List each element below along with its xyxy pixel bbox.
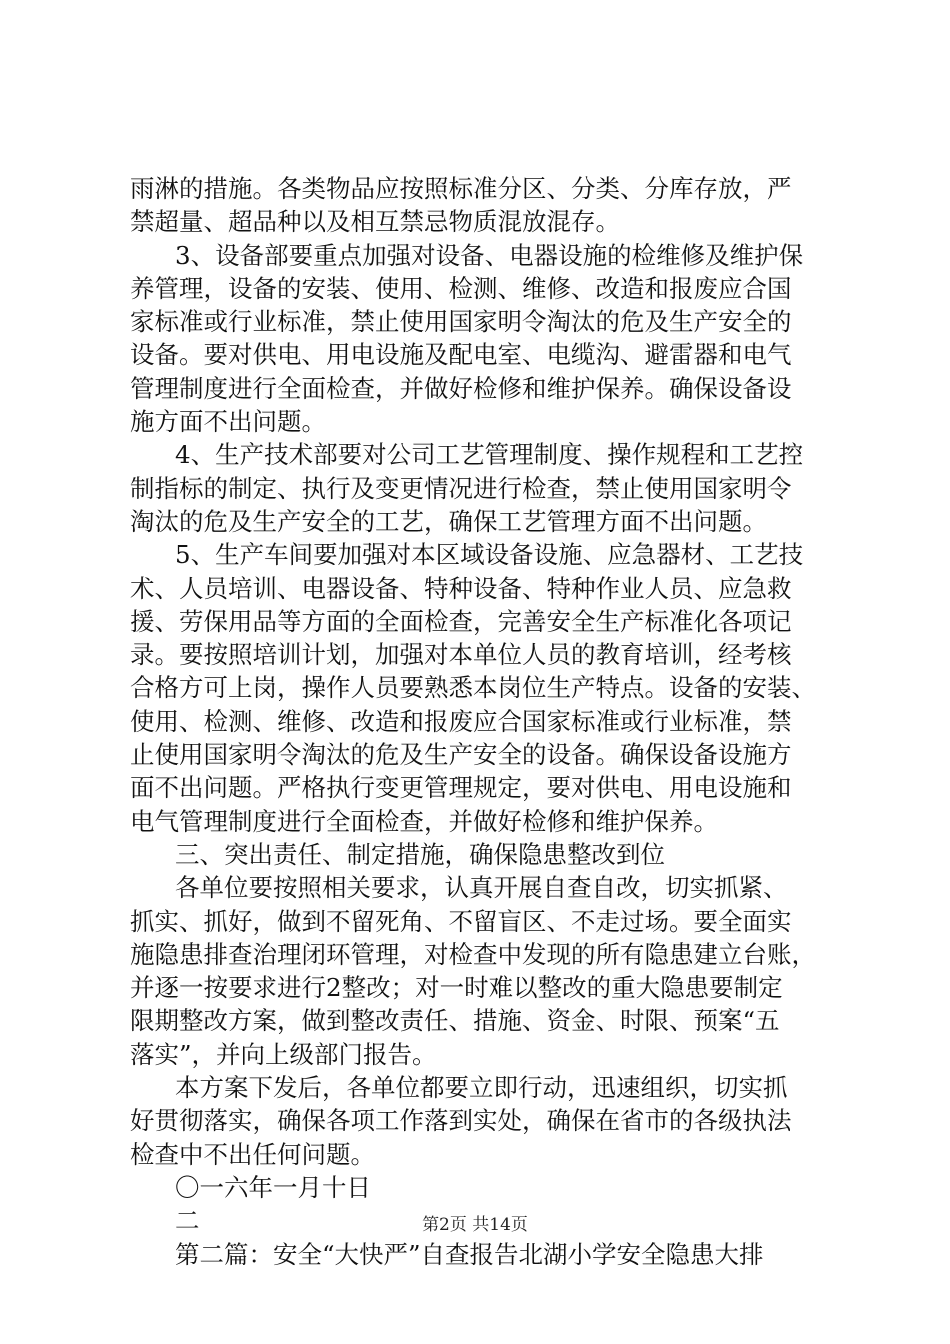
text-line: 4、生产技术部要对公司工艺管理制度、操作规程和工艺控 bbox=[175, 440, 804, 470]
text-line: 设备。要对供电、用电设施及配电室、电缆沟、避雷器和电气 bbox=[130, 340, 792, 370]
text-line: 施方面不出问题。 bbox=[130, 407, 326, 437]
text-line: 使用、检测、维修、改造和报废应合国家标准或行业标准，禁 bbox=[130, 706, 792, 736]
chapter-heading: 第二篇：安全“大快严”自查报告北湖小学安全隐患大排 bbox=[175, 1239, 764, 1269]
text-line: 二 bbox=[175, 1206, 200, 1236]
text-line: 管理制度进行全面检查，并做好检修和维护保养。确保设备设 bbox=[130, 373, 792, 403]
text-line: 3、设备部要重点加强对设备、电器设施的检维修及维护保 bbox=[175, 240, 804, 270]
text-line: 5、生产车间要加强对本区域设备设施、应急器材、工艺技 bbox=[175, 540, 804, 570]
text-line: 禁超量、超品种以及相互禁忌物质混放混存。 bbox=[130, 207, 620, 237]
section-heading: 三、突出责任、制定措施，确保隐患整改到位 bbox=[175, 839, 665, 869]
text-line: 限期整改方案，做到整改责任、措施、资金、时限、预案“五 bbox=[130, 1006, 780, 1036]
text-line: 止使用国家明令淘汰的危及生产安全的设备。确保设备设施方 bbox=[130, 740, 792, 770]
text-line: 术、人员培训、电器设备、特种设备、特种作业人员、应急救 bbox=[130, 573, 792, 603]
date-line: 〇一六年一月十日 bbox=[175, 1172, 371, 1202]
page-number: 第2页 共14页 bbox=[422, 1215, 528, 1235]
text-line: 录。要按照培训计划，加强对本单位人员的教育培训，经考核 bbox=[130, 640, 792, 670]
text-line: 各单位要按照相关要求，认真开展自查自改，切实抓紧、 bbox=[175, 873, 788, 903]
page-footer bbox=[0, 1214, 950, 1236]
text-line: 援、劳保用品等方面的全面检查，完善安全生产标准化各项记 bbox=[130, 606, 792, 636]
text-line: 家标准或行业标准，禁止使用国家明令淘汰的危及生产安全的 bbox=[130, 307, 792, 337]
text-line: 面不出问题。严格执行变更管理规定，要对供电、用电设施和 bbox=[130, 773, 792, 803]
text-line: 检查中不出任何问题。 bbox=[130, 1139, 375, 1169]
text-line: 养管理，设备的安装、使用、检测、维修、改造和报废应合国 bbox=[130, 273, 792, 303]
text-line: 落实”，并向上级部门报告。 bbox=[130, 1039, 437, 1069]
text-line: 雨淋的措施。各类物品应按照标准分区、分类、分库存放，严 bbox=[130, 174, 792, 203]
text-line: 抓实、抓好，做到不留死角、不留盲区、不走过场。要全面实 bbox=[130, 906, 792, 936]
text-line: 制指标的制定、执行及变更情况进行检查，禁止使用国家明令 bbox=[130, 473, 792, 503]
text-line: 合格方可上岗，操作人员要熟悉本岗位生产特点。设备的安装、 bbox=[130, 673, 816, 703]
text-line: 并逐一按要求进行2整改；对一时难以整改的重大隐患要制定 bbox=[130, 973, 783, 1003]
text-line: 淘汰的危及生产安全的工艺，确保工艺管理方面不出问题。 bbox=[130, 506, 767, 536]
body-text bbox=[130, 172, 830, 1271]
text-line: 好贯彻落实，确保各项工作落到实处，确保在省市的各级执法 bbox=[130, 1106, 792, 1136]
text-line: 本方案下发后，各单位都要立即行动，迅速组织，切实抓 bbox=[175, 1073, 788, 1103]
text-line: 电气管理制度进行全面检查，并做好检修和维护保养。 bbox=[130, 806, 718, 836]
text-line: 施隐患排查治理闭环管理，对检查中发现的所有隐患建立台账， bbox=[130, 939, 816, 969]
